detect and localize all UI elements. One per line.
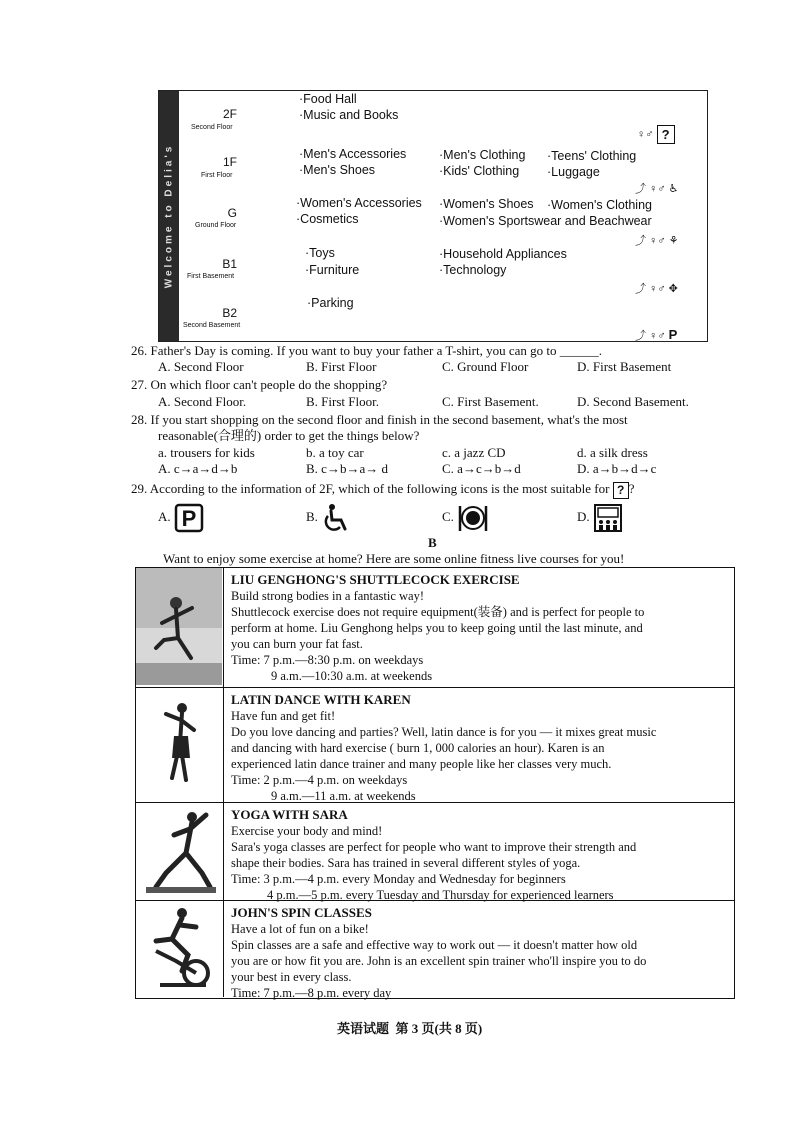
department: ·Kids' Clothing [439, 164, 520, 178]
floor-name: First Floor [201, 172, 233, 179]
department: ·Women's Sportswear and Beachwear [439, 214, 652, 228]
course-text [231, 807, 728, 903]
course-photo-shuttlecock [136, 568, 224, 687]
restroom-icon: ♀♂ [649, 283, 666, 295]
course-line: shape their bodies. Sara has trained in several different styles of yoga. [231, 856, 581, 870]
latin-dance-photo [136, 688, 222, 800]
course-line: Shuttlecock exercise does not require equipment(装备) and is perfect for people to [231, 605, 645, 619]
courses-table [135, 567, 735, 999]
q29-option-c[interactable] [442, 503, 489, 533]
escalator-icon: ⤴ [635, 183, 646, 195]
department: ·Teens' Clothing [547, 149, 637, 163]
escalator-icon: ⤴ [635, 235, 646, 247]
course-line: perform at home. Liu Genghong helps you to keep going until the last minute, and [231, 621, 643, 635]
course-row [136, 568, 734, 687]
department: ·Men's Clothing [439, 148, 526, 162]
course-text [231, 572, 728, 684]
department: ·Food Hall [299, 92, 357, 106]
course-time: Time: 7 p.m.—8:30 p.m. on weekdays [231, 653, 424, 667]
q28-option-d[interactable]: D. a→b→d→c [577, 461, 657, 476]
course-photo-yoga [136, 803, 224, 900]
q29-option-d[interactable] [577, 503, 623, 533]
department: ·Women's Accessories [296, 196, 422, 210]
course-line: you can burn your fat fast. [231, 637, 363, 651]
department: ·Women's Shoes [439, 197, 534, 211]
restroom-icon: ♀♂ [649, 183, 666, 195]
department: ·Music and Books [299, 108, 399, 122]
department: ·Household Appliances [439, 247, 567, 261]
floor-name: Second Basement [183, 322, 241, 329]
floor-facility-icons [635, 180, 679, 196]
option-letter: A. [158, 508, 171, 524]
department: ·Luggage [547, 165, 600, 179]
shuttlecock-exercise-photo [136, 568, 222, 685]
department: ·Toys [305, 246, 335, 260]
question-box-icon: ? [613, 482, 629, 499]
q26-option-d[interactable]: D. First Basement [577, 359, 672, 374]
question-29-stem [131, 481, 741, 499]
dining-icon: ✥ [668, 283, 678, 295]
q27-option-b[interactable]: B. First Floor. [306, 394, 379, 409]
yoga-photo [136, 803, 222, 898]
q28-item-a: a. trousers for kids [158, 445, 255, 460]
option-letter: C. [442, 508, 454, 524]
department: ·Technology [439, 263, 507, 277]
question-29-tail: ? [628, 481, 635, 496]
q28-item-b: b. a toy car [306, 445, 364, 460]
parking-icon: P [668, 327, 678, 342]
wheelchair-icon: ♿ [668, 183, 679, 195]
floor-code: B2 [222, 306, 237, 320]
floor-name: Ground Floor [195, 222, 237, 229]
floor-facility-icons [635, 232, 679, 248]
course-line: Spin classes are a safe and effective way to work out — it doesn't matter how old [231, 938, 638, 952]
q27-option-a[interactable]: A. Second Floor. [158, 394, 247, 409]
q27-option-c[interactable]: C. First Basement. [442, 394, 539, 409]
store-directory [158, 90, 708, 342]
floor-code: 1F [222, 155, 237, 169]
course-photo-latin [136, 688, 224, 802]
course-time-extra: 9 a.m.—10:30 a.m. at weekends [271, 669, 433, 683]
restroom-icon: ♀♂ [649, 235, 666, 247]
course-title: JOHN'S SPIN CLASSES [231, 905, 372, 920]
restroom-icon: ♀♂ [637, 128, 657, 141]
escalator-icon: ⤴ [635, 330, 646, 342]
question-28-stem: 28. If you start shopping on the second floor and finish in the second basement, what's the most [131, 412, 628, 427]
course-row [136, 802, 734, 900]
q29-option-b[interactable] [306, 503, 351, 533]
q28-item-d: d. a silk dress [577, 445, 648, 460]
question-26-stem: 26. Father's Day is coming. If you want to buy your father a T-shirt, you can go to ______. [131, 343, 602, 358]
department: ·Furniture [305, 263, 360, 277]
course-time: Time: 3 p.m.—4 p.m. every Monday and Wednesday for beginners [231, 872, 566, 886]
floor-code: B1 [222, 257, 237, 271]
wheelchair-icon [321, 503, 351, 533]
course-line: Build strong bodies in a fantastic way! [231, 589, 425, 603]
option-letter: D. [577, 508, 590, 524]
q27-option-d[interactable]: D. Second Basement. [577, 394, 689, 409]
directory-side-text: Welcome to Delia's [163, 143, 175, 289]
directory-side-banner [159, 91, 179, 341]
department: ·Men's Accessories [299, 147, 407, 161]
course-title: YOGA WITH SARA [231, 807, 348, 822]
floor-code: G [227, 206, 237, 220]
course-line: and dancing with hard exercise ( burn 1, 000 calories an hour). Karen is an [231, 741, 605, 755]
department: ·Parking [307, 296, 354, 310]
floor-facility-icons [635, 327, 677, 343]
floor-name: First Basement [187, 273, 235, 280]
q26-option-c[interactable]: C. Ground Floor [442, 359, 529, 374]
restroom-icon: ♀♂ [649, 330, 666, 342]
q28-option-c[interactable]: C. a→c→b→d [442, 461, 521, 476]
question-29-text: 29. According to the information of 2F, which of the following icons is the most suitable for [131, 481, 610, 496]
course-row [136, 900, 734, 1000]
q29-option-a[interactable] [158, 503, 204, 533]
course-line: your best in every class. [231, 970, 352, 984]
course-line: you are or how fit you are. John is an excellent spin trainer who'll inspire you to do [231, 954, 647, 968]
course-title: LIU GENGHONG'S SHUTTLECOCK EXERCISE [231, 572, 520, 587]
cinema-icon [593, 503, 623, 533]
course-time: Time: 7 p.m.—8 p.m. every day [231, 986, 392, 1000]
q28-option-b[interactable]: B. c→b→a→ d [306, 461, 388, 476]
page-footer: 英语试题 第 3 页(共 8 页) [337, 1021, 483, 1036]
department: ·Women's Clothing [547, 198, 652, 212]
floor-facility-icons [635, 280, 678, 296]
dining-icon [457, 503, 489, 533]
parking-icon [174, 503, 204, 533]
course-title: LATIN DANCE WITH KAREN [231, 692, 411, 707]
course-text [231, 692, 728, 804]
section-intro: Want to enjoy some exercise at home? Here are some online fitness live courses for you! [163, 551, 625, 566]
q26-option-b[interactable]: B. First Floor [306, 359, 377, 374]
course-time-extra: 4 p.m.—5 p.m. every Tuesday and Thursday for experienced learners [267, 888, 614, 902]
option-letter: B. [306, 508, 318, 524]
course-time: Time: 2 p.m.—4 p.m. on weekdays [231, 773, 408, 787]
course-line: Have a lot of fun on a bike! [231, 922, 369, 936]
course-time-extra: 9 a.m.—11 a.m. at weekends [271, 789, 416, 803]
section-letter: B [428, 535, 437, 550]
escalator-icon: ⤴ [635, 283, 646, 295]
q28-item-c: c. a jazz CD [442, 445, 506, 460]
spin-class-photo [136, 901, 222, 995]
department: ·Men's Shoes [299, 163, 376, 177]
course-line: experienced latin dance trainer and many people like her classes very much. [231, 757, 612, 771]
question-28-stem-cont: reasonable(合理的) order to get the things below? [158, 428, 420, 443]
course-row [136, 687, 734, 802]
baby-care-icon: ⚘ [668, 235, 679, 247]
question-box-icon: ? [657, 125, 675, 144]
floor-facility-icons [637, 125, 675, 144]
course-line: Do you love dancing and parties? Well, latin dance is for you — it mixes great music [231, 725, 657, 739]
floor-name: Second Floor [191, 124, 233, 131]
department: ·Cosmetics [296, 212, 359, 226]
svg-text:P: P [181, 506, 197, 531]
course-line: Have fun and get fit! [231, 709, 336, 723]
question-27-stem: 27. On which floor can't people do the shopping? [131, 377, 388, 392]
course-text [231, 905, 728, 1001]
floor-code: 2F [222, 107, 237, 121]
course-photo-spin [136, 901, 224, 997]
course-line: Sara's yoga classes are perfect for people who want to improve their strength and [231, 840, 637, 854]
q28-option-a[interactable]: A. c→a→d→b [158, 461, 238, 476]
q26-option-a[interactable]: A. Second Floor [158, 359, 244, 374]
course-line: Exercise your body and mind! [231, 824, 383, 838]
